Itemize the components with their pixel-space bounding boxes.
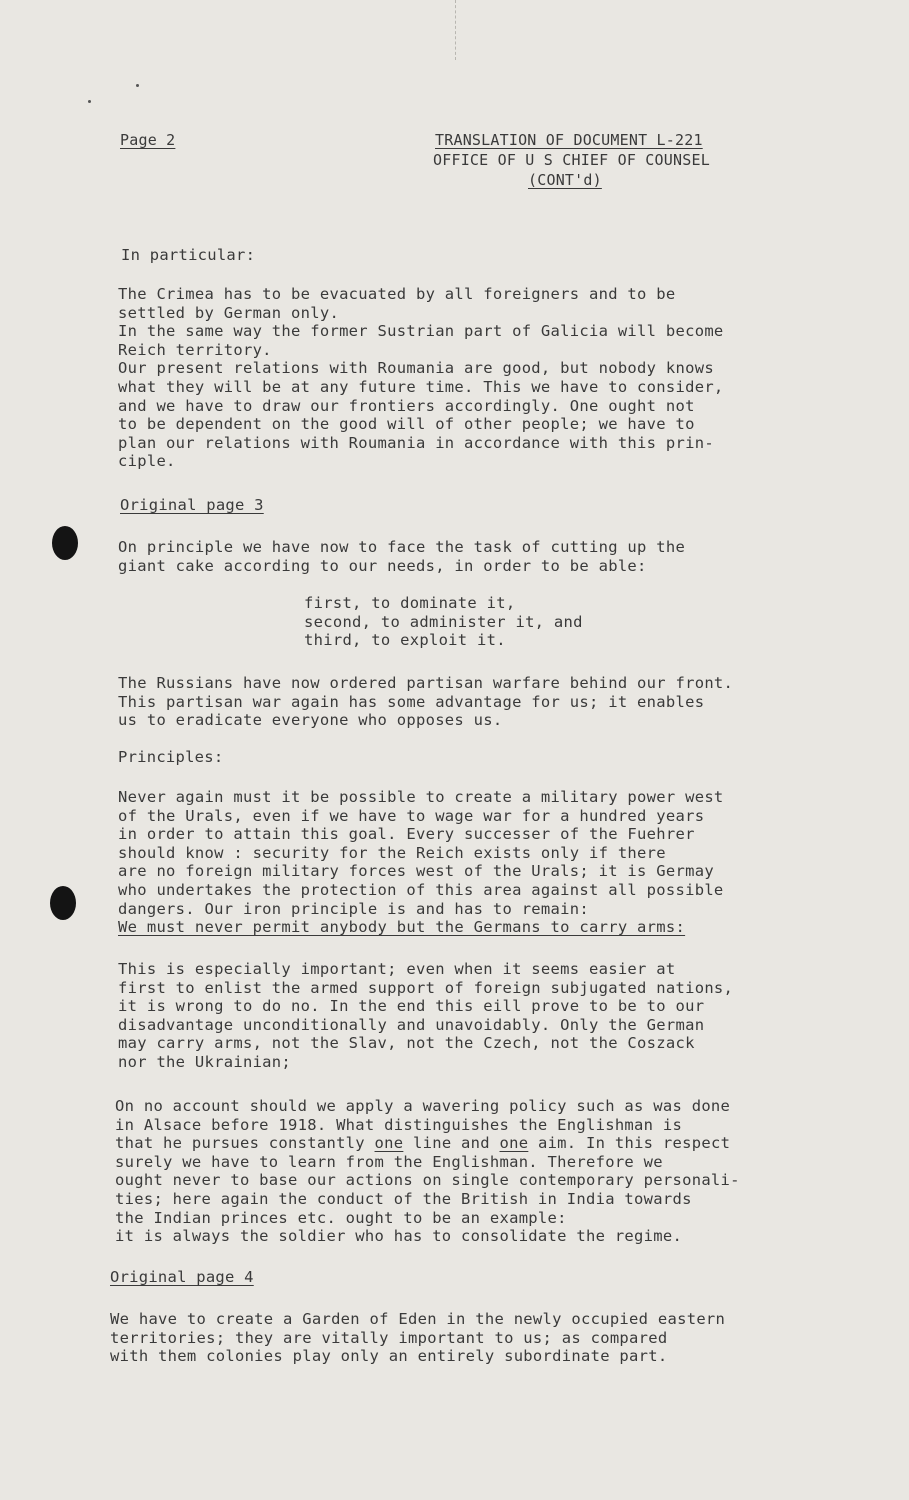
text-line: This partisan war again has some advantage for us; it enables [118, 692, 705, 711]
emphasis-one: one [499, 1134, 529, 1153]
text-line: We have to create a Garden of Eden in the newly occupied eastern [110, 1310, 726, 1328]
punch-hole-bottom [50, 886, 76, 920]
text-line: us to eradicate everyone who opposes us. [118, 711, 503, 730]
fold-mark [455, 0, 457, 60]
text-line: In the same way the former Sustrian part of Galicia will become [118, 322, 724, 341]
text-span: aim. In this respect [528, 1134, 731, 1153]
list-item: second, to administer it, and [304, 612, 583, 631]
text-line: disadvantage unconditionally and unavoidably. Only the German [118, 1015, 705, 1034]
text-line: plan our relations with Roumania in accordance with this prin- [118, 433, 714, 452]
text-line: The Crimea has to be evacuated by all foreigners and to be [118, 285, 676, 303]
page-label: Page 2 [120, 131, 176, 149]
text-span: line and [403, 1134, 500, 1153]
text-line: it is always the soldier who has to consolidate the regime. [115, 1227, 683, 1246]
text-line: are no foreign military forces west of the Urals; it is Germay [118, 862, 714, 881]
text-line: territories; they are vitally important to us; as compared [110, 1328, 668, 1347]
text-line: may carry arms, not the Slav, not the Czech, not the Coszack [118, 1034, 695, 1053]
underlined-principle: We must never permit anybody but the Germans to carry arms: [118, 918, 686, 937]
text-line: it is wrong to do no. In the end this eill prove to be to our [118, 997, 705, 1016]
emphasis-one: one [374, 1134, 404, 1153]
paragraph-6 [115, 1097, 875, 1246]
text-line: Our present relations with Roumania are good, but nobody knows [118, 359, 714, 378]
doc-title-line2: OFFICE OF U S CHIEF OF COUNSEL [433, 151, 710, 169]
speck [136, 84, 139, 87]
paragraph-4 [118, 788, 878, 937]
speck [88, 100, 91, 103]
paragraph-3 [118, 674, 878, 730]
paragraph-5 [118, 960, 878, 1072]
text-line: to be dependent on the good will of other people; we have to [118, 415, 695, 434]
original-page-3-heading: Original page 3 [120, 496, 264, 514]
original-page-4-heading: Original page 4 [110, 1268, 254, 1286]
list-item: third, to exploit it. [304, 631, 506, 650]
principles-heading: Principles: [118, 748, 224, 766]
text-line: with them colonies play only an entirely subordinate part. [110, 1347, 668, 1366]
punch-hole-top [52, 526, 78, 560]
list-item: first, to dominate it, [304, 594, 516, 612]
text-line: The Russians have now ordered partisan warfare behind our front. [118, 674, 734, 692]
doc-title-line1: TRANSLATION OF DOCUMENT L-221 [435, 131, 703, 149]
text-line: and we have to draw our frontiers accordingly. One ought not [118, 396, 695, 415]
doc-title-line3: (CONT'd) [528, 171, 602, 189]
text-line: in Alsace before 1918. What distinguishes the Englishman is [115, 1115, 683, 1134]
text-line: giant cake according to our needs, in order to be able: [118, 556, 647, 575]
text-line: nor the Ukrainian; [118, 1052, 292, 1071]
text-line: Never again must it be possible to create a military power west [118, 788, 724, 806]
text-line: of the Urals, even if we have to wage war for a hundred years [118, 806, 705, 825]
text-line: On principle we have now to face the task of cutting up the [118, 538, 686, 556]
text-line-with-emphasis [115, 1134, 875, 1153]
text-line: the Indian princes etc. ought to be an example: [115, 1208, 567, 1227]
text-line: who undertakes the protection of this area against all possible [118, 880, 724, 899]
paragraph-2 [118, 538, 878, 575]
indented-list [304, 594, 704, 650]
text-line: should know : security for the Reich exists only if there [118, 843, 666, 862]
text-line: ciple. [118, 452, 176, 471]
text-line: in order to attain this goal. Every successer of the Fuehrer [118, 825, 695, 844]
text-line: On no account should we apply a wavering policy such as was done [115, 1097, 731, 1115]
text-line: first to enlist the armed support of foreign subjugated nations, [118, 978, 734, 997]
text-line: ties; here again the conduct of the British in India towards [115, 1189, 692, 1208]
text-line: what they will be at any future time. This we have to consider, [118, 377, 724, 396]
text-line: Reich territory. [118, 340, 272, 359]
paragraph-1 [118, 285, 878, 471]
text-line: This is especially important; even when it seems easier at [118, 960, 676, 978]
text-line: surely we have to learn from the Englishman. Therefore we [115, 1152, 663, 1171]
section-heading: In particular: [121, 246, 256, 264]
paragraph-7 [110, 1310, 870, 1366]
text-line: dangers. Our iron principle is and has to remain: [118, 899, 589, 918]
text-line: ought never to base our actions on single contemporary personali- [115, 1171, 740, 1190]
text-span: that he pursues constantly [115, 1134, 375, 1153]
text-line: settled by German only. [118, 303, 340, 322]
